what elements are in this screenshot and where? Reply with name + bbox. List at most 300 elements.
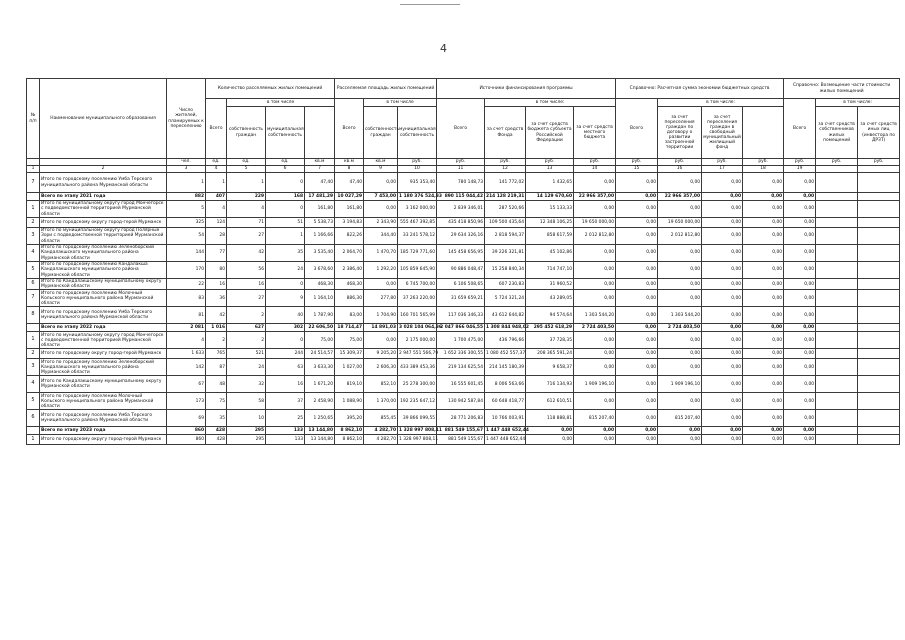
row-value-cell: 5 xyxy=(167,201,206,218)
page-number: 4 xyxy=(440,42,447,55)
row-name-cell: Всего по этапу 2022 года xyxy=(40,324,167,332)
row-value-cell: 2 724 403,50 xyxy=(574,324,616,332)
row-value-cell xyxy=(858,359,900,376)
header-fund: за счет средств Фонда xyxy=(485,107,526,159)
row-value-cell: 69 xyxy=(167,410,206,427)
row-value-cell: 214 145 180,39 xyxy=(485,359,526,376)
row-value-cell: 0,00 xyxy=(364,332,398,349)
row-value-cell: 815 207,40 xyxy=(658,410,702,427)
row-value-cell: 819,10 xyxy=(335,376,364,393)
row-value-cell: 1 080 452 557,37 xyxy=(485,349,526,359)
row-value-cell xyxy=(816,332,858,349)
row-value-cell: 18 714,47 xyxy=(335,324,364,332)
row-value-cell: 24 514,57 xyxy=(305,349,335,359)
row-value-cell: 0,00 xyxy=(743,359,784,376)
row-value-cell: 33 241 578,12 xyxy=(398,228,437,245)
total-row xyxy=(27,193,900,201)
row-value-cell xyxy=(816,279,858,290)
row-value-cell: 287 520,66 xyxy=(485,201,526,218)
row-value-cell: 612 610,51 xyxy=(526,393,574,410)
row-value-cell: 19 650 000,00 xyxy=(574,218,616,228)
header-incl-lower: в том числе: xyxy=(816,99,900,107)
row-value-cell: 0,00 xyxy=(743,410,784,427)
header-contract: за счет переселения граждан по договору о развитии застроенной территории xyxy=(658,107,702,159)
table-row xyxy=(27,393,900,410)
row-value-cell: 1 700 475,00 xyxy=(437,332,485,349)
row-value-cell: 42 xyxy=(227,245,266,262)
row-value-cell: 3 535,40 xyxy=(305,245,335,262)
header-num: № п/п xyxy=(27,79,40,159)
row-value-cell: 4 xyxy=(206,201,227,218)
row-value-cell: 0,00 xyxy=(702,193,743,201)
row-value-cell: 0,00 xyxy=(743,228,784,245)
row-value-cell: 935 353,40 xyxy=(398,173,437,193)
row-value-cell: 37 728,35 xyxy=(526,332,574,349)
row-value-cell: 882 xyxy=(167,193,206,201)
row-value-cell: 0,00 xyxy=(702,290,743,307)
row-value-cell: 295 xyxy=(227,435,266,445)
row-value-cell: 208 365 591,24 xyxy=(526,349,574,359)
header-premises-count: Количество расселяемых жилых помещений xyxy=(206,79,335,99)
header-incl: в том числе xyxy=(227,99,335,107)
row-value-cell: 173 xyxy=(167,393,206,410)
row-value-cell xyxy=(858,332,900,349)
row-value-cell xyxy=(858,393,900,410)
row-value-cell: 0,00 xyxy=(702,218,743,228)
row-value-cell xyxy=(816,173,858,193)
row-index-cell: 7 xyxy=(27,173,40,193)
row-value-cell xyxy=(816,262,858,279)
row-value-cell: 716 134,93 xyxy=(526,376,574,393)
row-value-cell: 852,10 xyxy=(364,376,398,393)
table-row xyxy=(27,173,900,193)
row-value-cell: 0,00 xyxy=(526,435,574,445)
row-name-cell: Всего по этапу 2021 года xyxy=(40,193,167,201)
row-value-cell: 0,00 xyxy=(743,279,784,290)
row-value-cell: 39 226 321,81 xyxy=(485,245,526,262)
header-municipal: муниципальная собственность xyxy=(266,107,305,159)
row-index-cell: 2 xyxy=(27,349,40,359)
total-row xyxy=(27,427,900,435)
row-name-cell: Итого по городскому поселению Зеленоборский Кандалакшского муниципального района Мурманской области xyxy=(40,245,167,262)
row-value-cell: 160 701 565,99 xyxy=(398,307,437,324)
row-value-cell: 4 282,70 xyxy=(364,427,398,435)
row-value-cell: 6 745 700,00 xyxy=(398,279,437,290)
row-value-cell: 40 xyxy=(266,307,305,324)
header-rule xyxy=(400,4,460,5)
row-value-cell: 56 xyxy=(227,262,266,279)
row-index-cell: 4 xyxy=(27,245,40,262)
row-index-cell: 2 xyxy=(27,218,40,228)
row-value-cell xyxy=(816,218,858,228)
row-value-cell: 2 012 812,80 xyxy=(574,228,616,245)
row-value-cell: 1 164,10 xyxy=(305,290,335,307)
row-value-cell: 0,00 xyxy=(658,393,702,410)
row-value-cell: 71 xyxy=(227,218,266,228)
row-value-cell: 765 xyxy=(206,349,227,359)
row-value-cell xyxy=(858,245,900,262)
row-value-cell: 124 xyxy=(206,218,227,228)
row-value-cell: 0,00 xyxy=(616,218,658,228)
row-value-cell: 881 549 155,67 xyxy=(437,435,485,445)
table-row xyxy=(27,201,900,218)
row-value-cell: 0,00 xyxy=(574,427,616,435)
row-index-cell: 8 xyxy=(27,307,40,324)
row-value-cell xyxy=(816,290,858,307)
table-row xyxy=(27,228,900,245)
header-empty xyxy=(305,107,335,159)
row-value-cell: 395,20 xyxy=(335,410,364,427)
table-row xyxy=(27,218,900,228)
row-value-cell: 1 909 196,10 xyxy=(658,376,702,393)
row-value-cell: 67 xyxy=(167,376,206,393)
row-value-cell: 0,00 xyxy=(784,349,816,359)
header-incl-lower: в том числе: xyxy=(658,99,784,107)
row-value-cell: 295 xyxy=(227,427,266,435)
row-value-cell: 37 263 220,00 xyxy=(398,290,437,307)
row-value-cell: 35 xyxy=(266,245,305,262)
row-value-cell: 7 453,00 xyxy=(364,193,398,201)
row-value-cell: 428 xyxy=(206,427,227,435)
row-value-cell: 407 xyxy=(206,193,227,201)
row-value-cell: 0,00 xyxy=(784,228,816,245)
row-value-cell: 3 162 000,00 xyxy=(398,201,437,218)
row-value-cell: 4 xyxy=(167,332,206,349)
row-value-cell xyxy=(816,435,858,445)
row-value-cell: 0,00 xyxy=(743,332,784,349)
row-value-cell: 860 xyxy=(167,427,206,435)
row-value-cell: 244 xyxy=(266,349,305,359)
header-ref-excess: Справочно: Возмещение части стоимости жилых помещений xyxy=(784,79,900,99)
row-value-cell: 15 309,37 xyxy=(335,349,364,359)
row-value-cell: 2 xyxy=(227,307,266,324)
header-municipal: муниципальная собственность xyxy=(398,107,437,159)
row-value-cell: 0,00 xyxy=(784,290,816,307)
row-value-cell: 3 678,60 xyxy=(305,262,335,279)
row-value-cell: 0,00 xyxy=(702,245,743,262)
row-value-cell: 14 129 670,60 xyxy=(526,193,574,201)
table-row xyxy=(27,262,900,279)
row-value-cell: 0,00 xyxy=(658,201,702,218)
row-value-cell: 2 724 403,50 xyxy=(658,324,702,332)
document-page xyxy=(26,78,897,445)
row-value-cell xyxy=(858,218,900,228)
row-value-cell: 1 xyxy=(206,173,227,193)
row-value-cell: 22 606,50 xyxy=(305,324,335,332)
row-name-cell: Итого по городскому округу город-герой Мурманск xyxy=(40,218,167,228)
row-value-cell: 144 xyxy=(167,245,206,262)
row-value-cell: 185 729 771,60 xyxy=(398,245,437,262)
row-value-cell: 142 xyxy=(167,359,206,376)
row-value-cell: 130 942 587,84 xyxy=(437,393,485,410)
row-name-cell: Всего по этапу 2023 года xyxy=(40,427,167,435)
row-value-cell: 0,00 xyxy=(574,332,616,349)
row-value-cell: 161,80 xyxy=(335,201,364,218)
row-value-cell: 0,00 xyxy=(658,290,702,307)
row-value-cell: 0,00 xyxy=(702,332,743,349)
row-value-cell: 43 289,05 xyxy=(526,290,574,307)
row-value-cell: 28 771 206,83 xyxy=(437,410,485,427)
row-value-cell xyxy=(816,359,858,376)
row-value-cell: 24 xyxy=(266,262,305,279)
header-total: Всего xyxy=(437,99,485,159)
row-value-cell: 0,00 xyxy=(743,324,784,332)
row-value-cell: 1 292,20 xyxy=(364,262,398,279)
row-value-cell: 627 xyxy=(227,324,266,332)
row-value-cell: 29 634 326,16 xyxy=(437,228,485,245)
row-value-cell: 9 205,20 xyxy=(364,349,398,359)
row-value-cell: 468,30 xyxy=(305,279,335,290)
row-value-cell: 0,00 xyxy=(658,349,702,359)
row-value-cell: 1 166,66 xyxy=(305,228,335,245)
row-value-cell: 302 xyxy=(266,324,305,332)
row-value-cell: 1 787,90 xyxy=(305,307,335,324)
row-value-cell: 0 xyxy=(266,173,305,193)
row-index-cell xyxy=(27,324,40,332)
row-index-cell xyxy=(27,193,40,201)
row-value-cell: 3 633,30 xyxy=(305,359,335,376)
row-value-cell: 0 xyxy=(266,332,305,349)
row-value-cell xyxy=(858,376,900,393)
row-value-cell: 0,00 xyxy=(702,435,743,445)
row-value-cell: 0,00 xyxy=(658,173,702,193)
row-value-cell: 1 370,00 xyxy=(364,393,398,410)
row-value-cell: 860 xyxy=(167,435,206,445)
row-value-cell: 0,00 xyxy=(702,410,743,427)
row-value-cell: 27 xyxy=(227,290,266,307)
row-value-cell: 94 574,64 xyxy=(526,307,574,324)
row-value-cell: 0,00 xyxy=(743,307,784,324)
table-row xyxy=(27,332,900,349)
row-value-cell: 192 235 647,12 xyxy=(398,393,437,410)
row-value-cell: 1 027,00 xyxy=(335,359,364,376)
row-name-cell: Итого по Кандалакшскому муниципальному округу Мурманской области xyxy=(40,376,167,393)
header-subject: за счет средств бюджета субъекта Российской Федерации xyxy=(526,107,574,159)
row-value-cell: 4 xyxy=(227,201,266,218)
row-value-cell: 1 016 xyxy=(206,324,227,332)
row-value-cell xyxy=(816,228,858,245)
row-value-cell: 1 308 844 948,02 xyxy=(486,325,529,331)
table-row xyxy=(27,307,900,324)
row-value-cell: 0,00 xyxy=(784,332,816,349)
row-value-cell: 0,00 xyxy=(574,201,616,218)
row-value-cell: 10 027,29 xyxy=(335,193,364,201)
header-total: Всего xyxy=(206,99,227,159)
row-value-cell: 22 xyxy=(167,279,206,290)
row-value-cell: 75,00 xyxy=(305,332,335,349)
row-value-cell: 54 xyxy=(167,228,206,245)
row-name-cell: Итого по городскому поселению Кандалакша Кандалакшского муниципального района Мурманской области xyxy=(40,262,167,279)
table-body xyxy=(27,173,900,445)
row-value-cell: 0,00 xyxy=(658,332,702,349)
header-incl: в том числе xyxy=(364,99,437,107)
row-value-cell: 8 862,10 xyxy=(335,435,364,445)
row-name-cell: Итого по городскому округу город-герой Мурманск xyxy=(40,435,167,445)
row-index-cell: 1 xyxy=(27,435,40,445)
row-name-cell: Итого по муниципальному округу город Мончегорск с подведомственной территорией Мурманской области xyxy=(40,332,167,349)
row-value-cell: 0,00 xyxy=(616,359,658,376)
row-value-cell: 4 282,70 xyxy=(364,435,398,445)
row-value-cell: 2 343,90 xyxy=(364,218,398,228)
header-incl-lower: в том числе: xyxy=(485,99,616,107)
row-value-cell: 0,00 xyxy=(616,245,658,262)
row-value-cell: 0,00 xyxy=(364,173,398,193)
row-value-cell xyxy=(858,228,900,245)
row-value-cell: 0,00 xyxy=(574,393,616,410)
row-value-cell: 858 617,59 xyxy=(526,228,574,245)
row-value-cell: 0,00 xyxy=(784,435,816,445)
row-value-cell: 855,45 xyxy=(364,410,398,427)
row-value-cell: 0,00 xyxy=(574,359,616,376)
row-name-cell: Итого по городскому поселению Молочный Кольского муниципального района Мурманской области xyxy=(40,290,167,307)
table-row xyxy=(27,376,900,393)
column-numbers-row: 1 2 3 4 5 6 7 8 9 10 11 12 13 14 15 16 17 18 19 xyxy=(27,166,900,173)
row-value-cell xyxy=(858,201,900,218)
row-value-cell: 2 064,70 xyxy=(335,245,364,262)
row-name-cell: Итого по городскому поселению Умба Терского муниципального района Мурманской области xyxy=(40,307,167,324)
row-value-cell: 881 549 155,67 xyxy=(437,427,485,435)
row-value-cell: 0,00 xyxy=(784,410,816,427)
row-value-cell: 39 866 099,55 xyxy=(398,410,437,427)
row-value-cell: 15 258 840,34 xyxy=(485,262,526,279)
row-value-cell: 0,00 xyxy=(574,349,616,359)
row-index-cell: 7 xyxy=(27,290,40,307)
row-value-cell: 1 470,70 xyxy=(364,245,398,262)
row-value-cell: 83 xyxy=(167,290,206,307)
row-value-cell: 37 xyxy=(266,393,305,410)
row-value-cell: 468,30 xyxy=(335,279,364,290)
row-value-cell: 25 278 300,00 xyxy=(398,376,437,393)
row-value-cell: 2 606,30 xyxy=(364,359,398,376)
row-value-cell: 118 888,81 xyxy=(526,410,574,427)
header-ref-budget: Справочно: Расчетная сумма экономии бюджетных средств xyxy=(616,79,784,99)
row-value-cell: 815 207,40 xyxy=(574,410,616,427)
row-value-cell: 13 144,80 xyxy=(305,427,335,435)
header-area: Расселяемая площадь жилых помещений xyxy=(335,79,437,99)
row-name-cell: Итого по городскому поселению Умба Терского муниципального района Мурманской области xyxy=(40,173,167,193)
row-value-cell: 0,00 xyxy=(526,427,574,435)
row-value-cell: 0,00 xyxy=(784,376,816,393)
row-value-cell: 0,00 xyxy=(743,262,784,279)
row-index-cell: 4 xyxy=(27,376,40,393)
row-value-cell: 2 xyxy=(206,332,227,349)
row-value-cell xyxy=(816,410,858,427)
row-value-cell: 714 747,10 xyxy=(526,262,574,279)
row-value-cell: 0,00 xyxy=(702,279,743,290)
row-value-cell xyxy=(858,427,900,435)
row-value-cell: 133 xyxy=(266,435,305,445)
table-row xyxy=(27,245,900,262)
row-value-cell: 0 xyxy=(266,201,305,218)
table-header xyxy=(27,79,900,173)
row-value-cell: 145 458 656,95 xyxy=(437,245,485,262)
row-value-cell: 80 xyxy=(206,262,227,279)
row-value-cell xyxy=(858,173,900,193)
row-value-cell: 0,00 xyxy=(784,307,816,324)
row-value-cell: 0,00 xyxy=(574,279,616,290)
row-value-cell xyxy=(858,279,900,290)
row-value-cell: 63 xyxy=(266,359,305,376)
row-value-cell: 1 250,65 xyxy=(305,410,335,427)
row-value-cell: 1 303 544,20 xyxy=(658,307,702,324)
row-index-cell: 3 xyxy=(27,359,40,376)
row-value-cell: 344,40 xyxy=(364,228,398,245)
row-value-cell: 16 xyxy=(266,376,305,393)
row-value-cell: 555 467 392,85 xyxy=(398,218,437,228)
row-value-cell: 58 xyxy=(227,393,266,410)
row-value-cell: 0,00 xyxy=(743,245,784,262)
row-value-cell: 105 859 645,90 xyxy=(398,262,437,279)
row-value-cell: 9 xyxy=(266,290,305,307)
row-value-cell: 0,00 xyxy=(658,359,702,376)
row-index-cell: 1 xyxy=(27,332,40,349)
row-value-cell: 0,00 xyxy=(616,201,658,218)
header-residents: Число жителей, планируемых к переселению xyxy=(167,79,206,159)
row-value-cell: 0,00 xyxy=(743,201,784,218)
row-value-cell: 0,00 xyxy=(574,173,616,193)
row-value-cell: 35 xyxy=(206,410,227,427)
row-value-cell: 2 839 346,01 xyxy=(437,201,485,218)
row-index-cell: 6 xyxy=(27,410,40,427)
row-value-cell: 0,00 xyxy=(743,290,784,307)
row-value-cell: 0,00 xyxy=(784,218,816,228)
row-value-cell xyxy=(858,324,900,332)
row-value-cell: 0,00 xyxy=(658,279,702,290)
row-index-cell: 5 xyxy=(27,393,40,410)
row-value-cell xyxy=(858,262,900,279)
header-other: за счет средств иных лиц (инвестора по ДРЗТ) xyxy=(858,107,900,159)
header-free-fund: за счет переселения граждан в свободный муниципальный жилищный фонд xyxy=(702,107,743,159)
row-value-cell: 0,00 xyxy=(658,427,702,435)
row-name-cell: Итого по городскому поселению Молочный Кольского муниципального района Мурманской области xyxy=(40,393,167,410)
row-value-cell: 117 036 346,33 xyxy=(437,307,485,324)
row-value-cell: 1 652 336 300,55 xyxy=(437,349,485,359)
row-value-cell xyxy=(858,307,900,324)
row-value-cell: 0,00 xyxy=(702,359,743,376)
row-value-cell: 0,00 xyxy=(702,349,743,359)
row-value-cell: 0,00 xyxy=(574,290,616,307)
row-value-cell: 168 xyxy=(266,193,305,201)
row-value-cell: 31 960,52 xyxy=(526,279,574,290)
row-value-cell: 2 081 xyxy=(167,324,206,332)
row-value-cell: 0,00 xyxy=(702,228,743,245)
header-name: Наименование муниципального образования xyxy=(40,79,167,159)
row-index-cell: 3 xyxy=(27,228,40,245)
row-value-cell xyxy=(816,307,858,324)
row-value-cell: 0,00 xyxy=(364,279,398,290)
row-value-cell: 0,00 xyxy=(702,201,743,218)
row-value-cell: 0,00 xyxy=(616,324,658,332)
row-value-cell: 890 115 044,42 xyxy=(437,193,485,201)
row-value-cell: 0,00 xyxy=(784,173,816,193)
row-name-cell: Итого по муниципальному округу город Полярные Зори с подведомственной территорией Мурманской области xyxy=(40,228,167,245)
row-value-cell: 5 724 321,24 xyxy=(485,290,526,307)
row-value-cell: 8 006 563,66 xyxy=(485,376,526,393)
row-value-cell: 822,26 xyxy=(335,228,364,245)
row-value-cell: 295 452 618,29 xyxy=(526,324,574,332)
row-value-cell: 0,00 xyxy=(784,359,816,376)
row-value-cell: 229 xyxy=(227,193,266,201)
row-value-cell: 1 303 544,20 xyxy=(574,307,616,324)
row-value-cell: 32 xyxy=(227,376,266,393)
row-value-cell: 1 xyxy=(266,228,305,245)
row-value-cell: 1 328 997 808,11 xyxy=(398,435,437,445)
row-value-cell: 886,30 xyxy=(335,290,364,307)
row-value-cell: 0,00 xyxy=(743,376,784,393)
row-value-cell: 25 xyxy=(266,410,305,427)
row-index-cell xyxy=(27,427,40,435)
row-value-cell: 14 891,03 xyxy=(364,324,398,332)
